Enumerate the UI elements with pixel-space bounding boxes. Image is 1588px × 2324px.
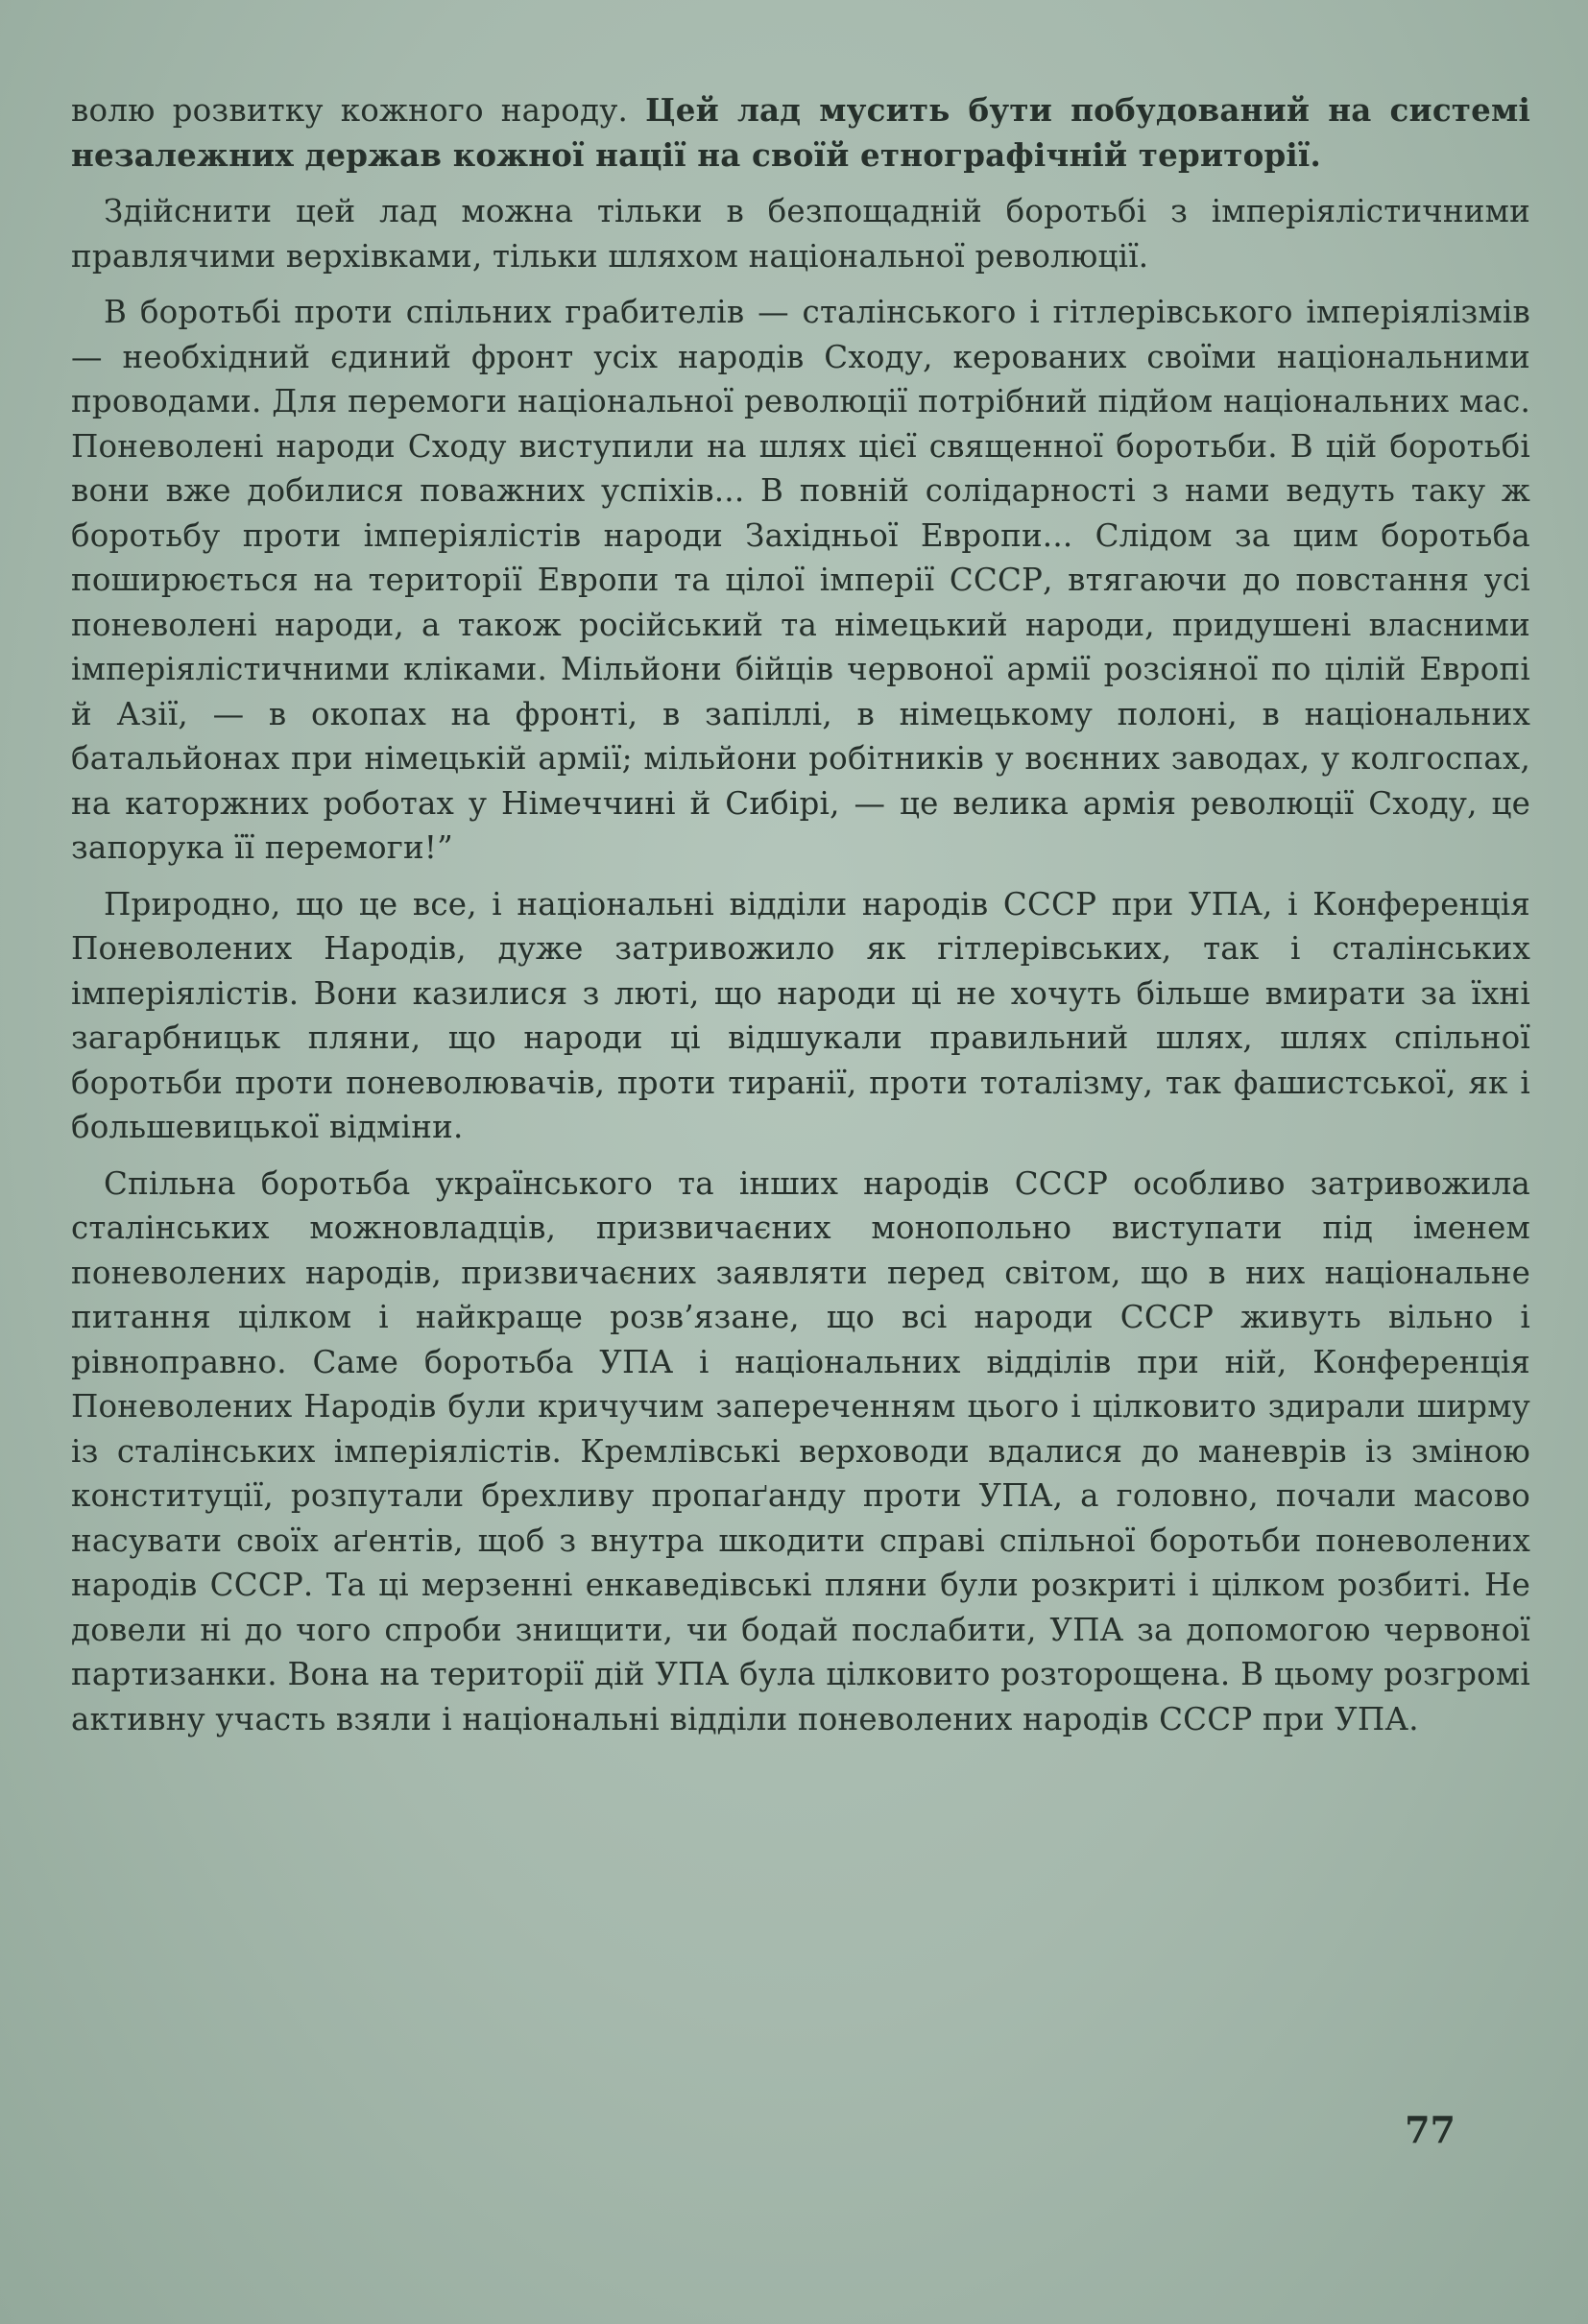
paragraph-1-text: волю розвитку кожного народу. (71, 92, 646, 129)
paragraph-1-bold: Цей лад мусить бути побудований на системі незалежних держав кожної нації на своїй етнографічній території. (71, 91, 1530, 174)
paragraph-5: Спільна боротьба українського та інших народів СССР особливо затривожила сталінських можновладців, призвичаєних монопольно виступати під іменем поневолених народів, призвичаєних заявляти перед світом, що в них національне питання цілком і найкраще розв’язане, що всі народи СССР живуть вільно і рівноправно. Саме боротьба УПА і національних відділів при ній, Конференція Поневолених Народів були кричучим запереченням цього і цілковито здирали ширму із сталінських імперіялістів. Кремлівські верховоди вдалися до маневрів із зміною конституції, розпутали брехливу пропаґанду проти УПА, а головно, почали масово насувати своїх аґентів, щоб з внутра шкодити справі спільної боротьби поневолених народів СССР. Та ці мерзенні енкаведівські пляни були розкриті і цілком розбиті. Не довели ні до чого спроби знищити, чи бодай послабити, УПА за допомогою червоної партизанки. Вона на території дій УПА була цілковито розторощена. В цьому розгромі активну участь взяли і національні відділи поневолених народів СССР при УПА. (71, 1164, 1530, 1737)
page-number: 77 (1405, 2108, 1456, 2151)
paragraph-4: Природно, що це все, і національні відділи народів СССР при УПА, і Конференція Поневолених Народів, дуже затривожило як гітлерівських, так і сталінських імперіялістів. Вони казилися з люті, що народи ці не хочуть більше вмирати за їхні загарбницьк пляни, що народи ці відшукали правильний шлях, шлях спільної боротьби проти поневолювачів, проти тиранії, проти тоталізму, так фашистської, як і большевицької відміни. (71, 885, 1530, 1145)
text-column (71, 88, 1530, 1753)
paragraph-3: В боротьбі проти спільних грабителів — сталінського і гітлерівського імперіялізмів — необхідний єдиний фронт усіх народів Сходу, керованих своїми національними проводами. Для перемоги національної революції потрібний підйом національних мас. Поневолені народи Сходу виступили на шлях цієї священної боротьби. В цій боротьбі вони вже добилися поважних успіхів... В повній солідарності з нами ведуть таку ж боротьбу проти імперіялістів народи Західньої Европи... Слідом за цим боротьба поширюється на території Европи та цілої імперії СССР, втягаючи до повстання усі поневолені народи, а також російський та німецький народи, придушені власними імперіялістичними кліками. Мільйони бійців червоної армії розсіяної по цілій Европі й Азії, — в окопах на фронті, в запіллі, в німецькому полоні, в національних батальйонах при німецькій армії; мільйони робітників у воєнних заводах, у колгоспах, на каторжних роботах у Німеччині й Сибірі, — це велика армія революції Сходу, це запорука її перемоги!” (71, 294, 1530, 866)
paragraph-1 (71, 88, 1530, 178)
paragraph-2: Здійснити цей лад можна тільки в безпощадній боротьбі з імперіялістичними правлячими верхівками, тільки шляхом національної революції. (71, 193, 1530, 275)
